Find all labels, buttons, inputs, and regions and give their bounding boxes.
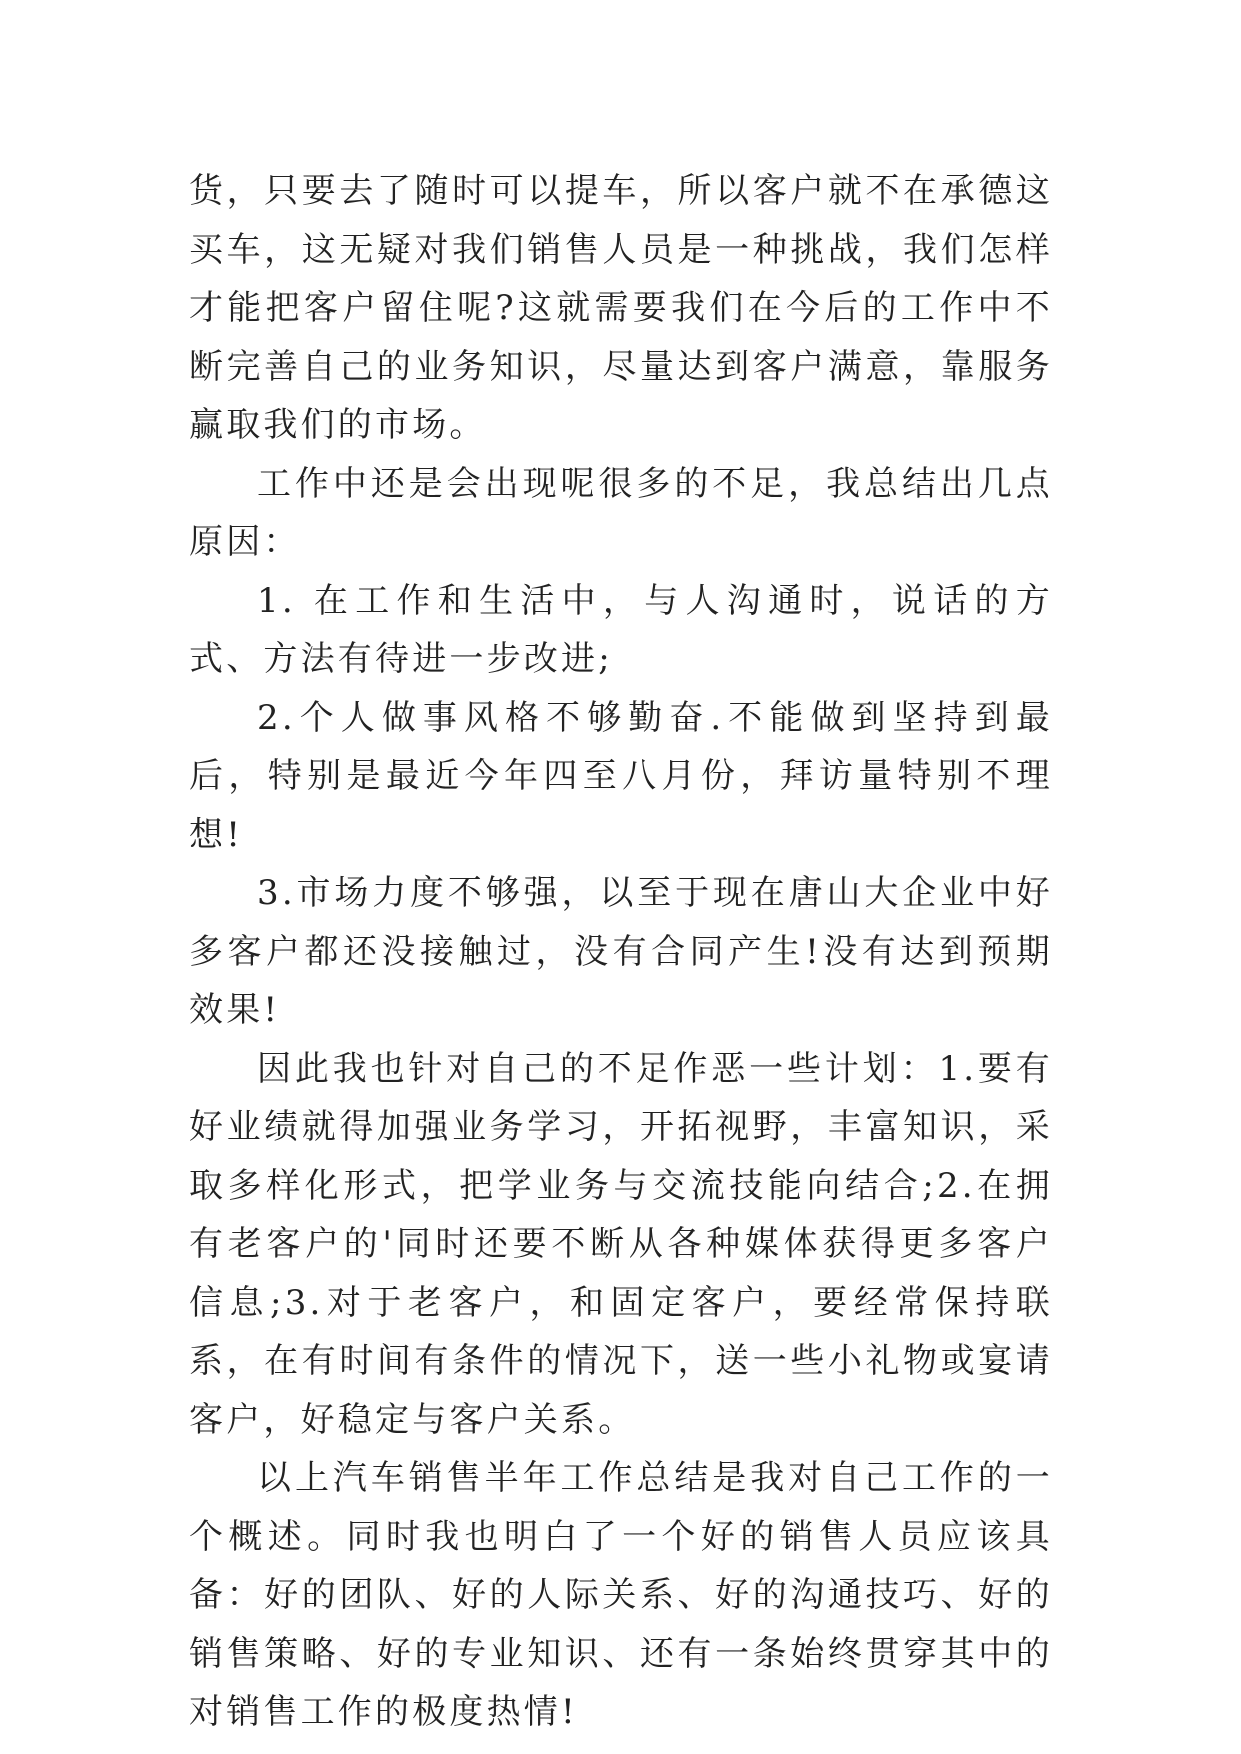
paragraph-reason-3: 3.市场力度不够强，以至于现在唐山大企业中好多客户都还没接触过，没有合同产生!没有达到预期效果! bbox=[189, 873, 1053, 1030]
paragraph-shortcomings-intro: 工作中还是会出现呢很多的不足，我总结出几点原因： bbox=[189, 463, 1053, 562]
document-body bbox=[189, 162, 1053, 1742]
paragraph-reason-1: 1. 在工作和生活中，与人沟通时，说话的方式、方法有待进一步改进; bbox=[189, 580, 1053, 679]
paragraph-continuation: 货，只要去了随时可以提车，所以客户就不在承德这买车，这无疑对我们销售人员是一种挑战，我们怎样才能把客户留住呢?这就需要我们在今后的工作中不断完善自己的业务知识，尽量达到客户满意，靠服务赢取我们的市场。 bbox=[189, 171, 1053, 445]
paragraph-conclusion: 以上汽车销售半年工作总结是我对自己工作的一个概述。同时我也明白了一个好的销售人员应该具备：好的团队、好的人际关系、好的沟通技巧、好的销售策略、好的专业知识、还有一条始终贯穿其中的对销售工作的极度热情! bbox=[189, 1458, 1053, 1732]
paragraph-plans: 因此我也针对自己的不足作恶一些计划：1.要有好业绩就得加强业务学习，开拓视野，丰富知识，采取多样化形式，把学业务与交流技能向结合;2.在拥有老客户的'同时还要不断从各种媒体获得更多客户信息;3.对于老客户，和固定客户，要经常保持联系，在有时间有条件的情况下，送一些小礼物或宴请客户，好稳定与客户关系。 bbox=[189, 1048, 1053, 1440]
paragraph-reason-2: 2.个人做事风格不够勤奋.不能做到坚持到最后，特别是最近今年四至八月份，拜访量特别不理想! bbox=[189, 697, 1053, 855]
